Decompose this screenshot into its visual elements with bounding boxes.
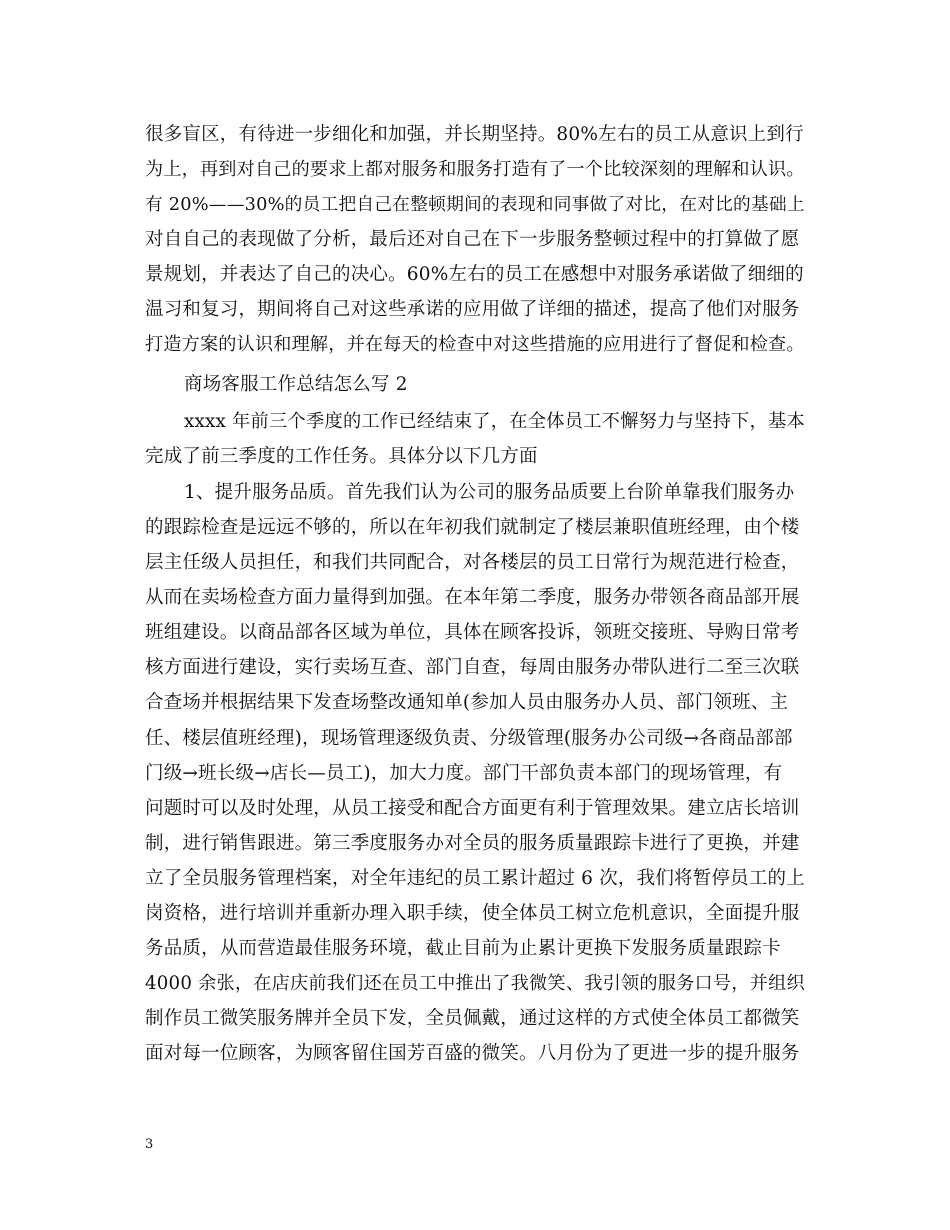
- body-text-line: 的跟踪检查是远远不够的，所以在年初我们就制定了楼层兼职值班经理，由个楼: [145, 517, 800, 538]
- section-heading: 商场客服工作总结怎么写 2: [184, 374, 408, 395]
- body-text-line: 层主任级人员担任，和我们共同配合，对各楼层的员工日常行为规范进行检查，: [145, 552, 800, 573]
- body-text-line: 核方面进行建设，实行卖场互查、部门自查，每周由服务办带队进行二至三次联: [145, 657, 800, 678]
- body-text-line: 班组建设。以商品部各区域为单位，具体在顾客投诉，领班交接班、导购日常考: [145, 622, 800, 643]
- body-text-line: 制，进行销售跟进。第三季度服务办对全员的服务质量跟踪卡进行了更换，并建: [145, 833, 800, 854]
- body-text-line: 制作员工微笑服务牌并全员下发，全员佩戴，通过这样的方式使全体员工都微笑: [145, 1008, 800, 1029]
- body-text-line: 务品质，从而营造最佳服务环境，截止目前为止累计更换下发服务质量跟踪卡: [145, 938, 781, 959]
- body-text-line: 有 20%——30%的员工把自己在整顿期间的表现和同事做了对比，在对比的基础上: [145, 195, 805, 215]
- body-text-line: 门级→班长级→店长—员工)，加大力度。部门干部负责本部门的现场管理，有: [145, 763, 783, 784]
- page-number: 3: [145, 1137, 154, 1152]
- body-text-line: 问题时可以及时处理，从员工接受和配合方面更有利于管理效果。建立店长培训: [145, 798, 800, 819]
- body-text-line: 打造方案的认识和理解，并在每天的检查中对这些措施的应用进行了督促和检查。: [145, 334, 805, 355]
- body-text-line: 很多盲区，有待进一步细化和加强，并长期坚持。80%左右的员工从意识上到行: [145, 124, 804, 145]
- body-text-line: xxxx 年前三个季度的工作已经结束了，在全体员工不懈努力与坚持下，基本: [184, 411, 805, 432]
- body-text-line: 立了全员服务管理档案，对全年违纪的员工累计超过 6 次，我们将暂停员工的上: [145, 868, 805, 889]
- body-text-line: 4000 余张，在店庆前我们还在员工中推出了我微笑、我引领的服务口号，并组织: [145, 973, 805, 994]
- body-text-line: 完成了前三季度的工作任务。具体分以下几方面: [145, 446, 538, 467]
- body-text-line: 对自自己的表现做了分析，最后还对自己在下一步服务整顿过程中的打算做了愿: [145, 229, 800, 250]
- body-text-line: 岗资格，进行培训并重新办理入职手续，使全体员工树立危机意识，全面提升服: [145, 903, 800, 924]
- body-text-line: 面对每一位顾客，为顾客留住国芳百盛的微笑。八月份为了更进一步的提升服务: [145, 1043, 800, 1064]
- body-text-line: 合查场并根据结果下发查场整改通知单(参加人员由服务办人员、部门领班、主: [145, 692, 789, 713]
- body-text-line: 1、提升服务品质。首先我们认为公司的服务品质要上台阶单靠我们服务办: [184, 482, 795, 503]
- body-text-line: 从而在卖场检查方面力量得到加强。在本年第二季度，服务办带领各商品部开展: [145, 587, 800, 608]
- body-text-line: 景规划，并表达了自己的决心。60%左右的员工在感想中对服务承诺做了细细的: [145, 264, 804, 285]
- body-text-line: 为上，再到对自己的要求上都对服务和服务打造有了一个比较深刻的理解和认识。: [145, 159, 805, 180]
- body-text-line: 任、楼层值班经理)，现场管理逐级负责、分级管理(服务办公司级→各商品部部: [145, 728, 793, 749]
- body-text-line: 温习和复习，期间将自己对这些承诺的应用做了详细的描述，提高了他们对服务: [145, 299, 800, 320]
